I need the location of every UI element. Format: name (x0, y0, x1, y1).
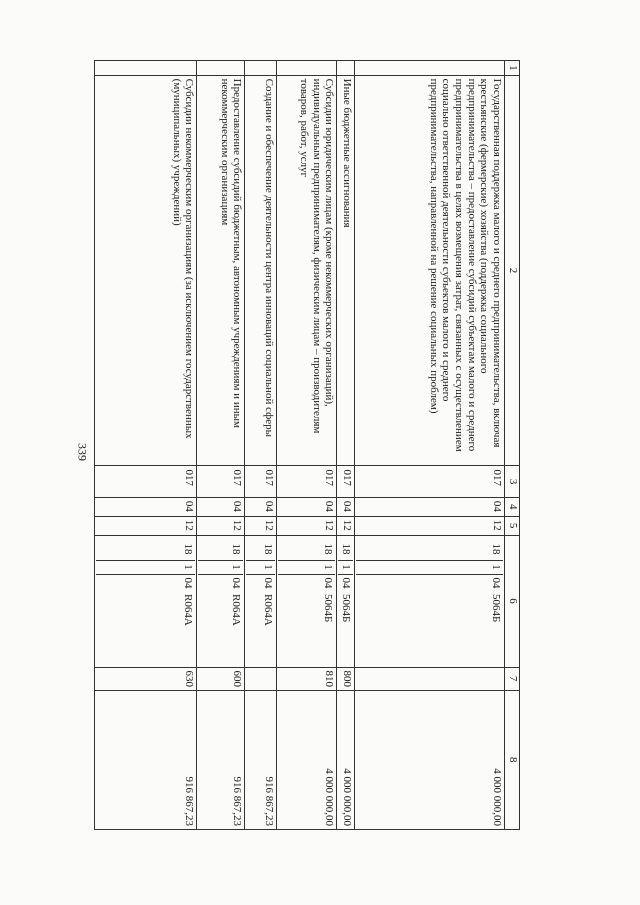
row-grbs: 017 (355, 466, 505, 497)
row-pr: 12 (95, 516, 197, 535)
csr-part: 1 (198, 561, 243, 575)
csr-part: 18 (278, 539, 335, 561)
table-row (197, 61, 245, 830)
csr-part: 1 (96, 561, 195, 575)
row-grbs: 017 (245, 466, 277, 497)
row-rz: 04 (197, 497, 245, 516)
row-name: Предоставление субсидий бюджетным, автономным учреждениям и иным некоммерческим организациям (197, 75, 245, 466)
csr-part: 18 (338, 539, 353, 561)
row-rz: 04 (337, 497, 355, 516)
row-csr (95, 535, 197, 667)
rotated-table-content (94, 60, 520, 830)
row-vr (245, 667, 277, 690)
table-row (277, 61, 337, 830)
csr-part: 1 (356, 561, 503, 575)
table-row (355, 61, 505, 830)
row-pr: 12 (277, 516, 337, 535)
header-col-6: 6 (505, 535, 520, 667)
csr-part: 18 (246, 539, 275, 561)
row-pr: 12 (337, 516, 355, 535)
csr-part: 1 (246, 561, 275, 575)
row-amount: 4 000 000,00 (277, 690, 337, 829)
row-amount: 916 867,23 (95, 690, 197, 829)
row-name: Государственная поддержка малого и среднего предпринимательства, включая крестьянские (фермерские) хозяйства (поддержка социального предпринимательства – предоставление субсидий субъектам малого и среднего предпринимательства в целях возмещения затрат, связанных с осуществлением социально ответственной деятельности субъектов малого и среднего предпринимательства, направленной на решение социальных проблем) (355, 75, 505, 466)
row-amount: 916 867,23 (197, 690, 245, 829)
header-col-7: 7 (505, 667, 520, 690)
csr-part: 04 5064Б (322, 577, 335, 623)
row-name: Создание и обеспечение деятельности центра инноваций социальной сферы (245, 75, 277, 466)
row-vr: 810 (277, 667, 337, 690)
csr-part: 04 5064Б (340, 577, 352, 623)
row-rz: 04 (245, 497, 277, 516)
row-csr (197, 535, 245, 667)
row-csr (277, 535, 337, 667)
row-rz: 04 (277, 497, 337, 516)
row-pr: 12 (245, 516, 277, 535)
row-grbs: 017 (337, 466, 355, 497)
row-index-cell (277, 61, 337, 76)
table-header-row (505, 61, 520, 830)
row-grbs: 017 (277, 466, 337, 497)
row-index-cell (337, 61, 355, 76)
row-rz: 04 (95, 497, 197, 516)
row-index-cell (197, 61, 245, 76)
header-col-4: 4 (505, 497, 520, 516)
row-index-cell (245, 61, 277, 76)
row-vr: 600 (197, 667, 245, 690)
rotated-table-frame (94, 60, 520, 830)
row-grbs: 017 (95, 466, 197, 497)
table-row (337, 61, 355, 830)
table-row (245, 61, 277, 830)
csr-part: 04 R064A (262, 577, 275, 626)
row-index-cell (95, 61, 197, 76)
row-rz: 04 (355, 497, 505, 516)
row-amount: 4 000 000,00 (355, 690, 505, 829)
header-col-1: 1 (505, 61, 520, 76)
csr-part: 04 R064A (182, 577, 195, 626)
csr-part: 18 (356, 539, 503, 561)
row-amount: 916 867,23 (245, 690, 277, 829)
csr-part: 04 5064Б (490, 577, 502, 623)
page-number: 339 (75, 443, 90, 461)
row-vr: 800 (337, 667, 355, 690)
row-pr: 12 (355, 516, 505, 535)
header-col-5: 5 (505, 516, 520, 535)
csr-part: 18 (198, 539, 243, 561)
csr-part: 18 (96, 539, 195, 561)
row-csr (337, 535, 355, 667)
header-col-8: 8 (505, 690, 520, 829)
row-name: Иные бюджетные ассигнования (337, 75, 355, 466)
row-pr: 12 (197, 516, 245, 535)
row-csr (355, 535, 505, 667)
csr-part: 1 (338, 561, 353, 575)
csr-part: 04 R064A (230, 577, 243, 626)
header-col-3: 3 (505, 466, 520, 497)
csr-part: 1 (278, 561, 335, 575)
row-csr (245, 535, 277, 667)
row-index-cell (355, 61, 505, 76)
header-col-2: 2 (505, 75, 520, 466)
row-name: Субсидии юридическим лицам (кроме некоммерческих организаций), индивидуальным предпринимателям, физическим лицам – производителям товаров, работ, услуг (277, 75, 337, 466)
row-vr: 630 (95, 667, 197, 690)
table-row (95, 61, 197, 830)
row-amount: 4 000 000,00 (337, 690, 355, 829)
row-name: Субсидии некоммерческим организациям (за исключением государственных (муниципальных) учреждений) (95, 75, 197, 466)
row-vr (355, 667, 505, 690)
budget-table (94, 60, 520, 830)
row-grbs: 017 (197, 466, 245, 497)
